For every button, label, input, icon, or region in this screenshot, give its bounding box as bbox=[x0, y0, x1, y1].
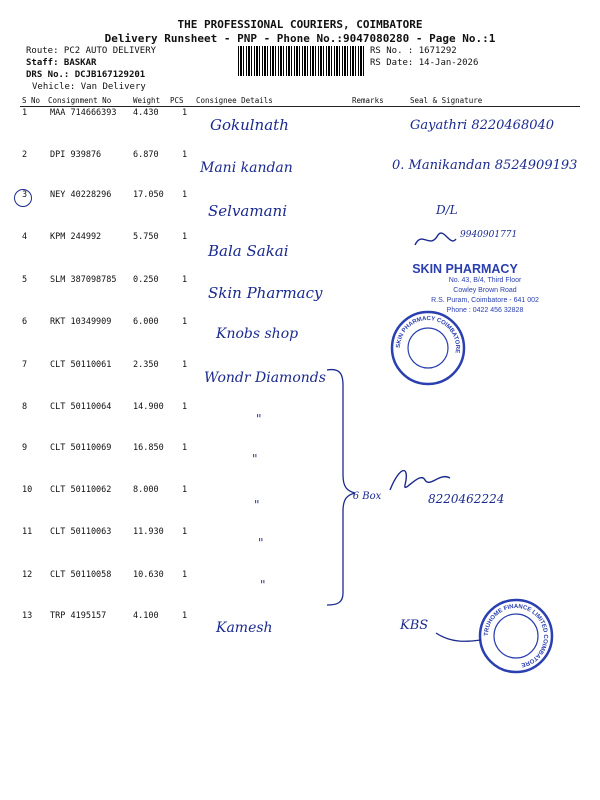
row-consignment-no: CLT 50110058 bbox=[50, 570, 112, 580]
row-weight: 0.250 bbox=[133, 275, 159, 285]
col-consignee: Consignee Details bbox=[196, 96, 273, 105]
row-signature: D/L bbox=[436, 203, 458, 217]
col-pcs: PCS bbox=[170, 96, 184, 105]
row-sno: 4 bbox=[22, 232, 28, 242]
col-weight: Weight bbox=[133, 96, 161, 105]
row-consignment-no: TRP 4195157 bbox=[50, 611, 107, 621]
row-weight: 5.750 bbox=[133, 232, 159, 242]
row-pcs: 1 bbox=[182, 611, 188, 621]
rs-date: RS Date: 14-Jan-2026 bbox=[370, 58, 479, 68]
row-signature: 9940901771 bbox=[460, 230, 518, 240]
document-subtitle: Delivery Runsheet - PNP - Phone No.:9047080280 - Page No.:1 bbox=[104, 32, 496, 45]
row-weight: 10.630 bbox=[133, 570, 164, 580]
barcode bbox=[238, 46, 364, 76]
row-consignee-handwritten: Selvamani bbox=[208, 202, 287, 220]
row-pcs: 1 bbox=[182, 108, 188, 118]
bracket-mark bbox=[325, 365, 365, 610]
row-weight: 11.930 bbox=[133, 527, 164, 537]
pharmacy-stamp-line2: Cowley Brown Road bbox=[453, 287, 517, 294]
truhome-round-stamp bbox=[476, 596, 556, 676]
row-sno: 12 bbox=[22, 570, 33, 580]
row-pcs: 1 bbox=[182, 275, 188, 285]
row-consignee-handwritten: Kamesh bbox=[216, 620, 273, 636]
row-weight: 16.850 bbox=[133, 443, 164, 453]
row-sno: 10 bbox=[22, 485, 33, 495]
row-pcs: 1 bbox=[182, 232, 188, 242]
row-weight: 2.350 bbox=[133, 360, 159, 370]
row-consignee-handwritten: Skin Pharmacy bbox=[208, 284, 323, 302]
pharmacy-stamp-line1: No. 43, B/4, Third Floor bbox=[448, 277, 522, 284]
drs-label: DRS No.: DCJB167129201 bbox=[26, 70, 146, 80]
row-consignment-no: MAA 714666393 bbox=[50, 108, 117, 118]
row-signature: 0. Manikandan 8524909193 bbox=[392, 158, 578, 173]
row-consignee-handwritten: Bala Sakai bbox=[208, 242, 289, 260]
skin-pharmacy-round-stamp bbox=[388, 308, 468, 388]
row-pcs: 1 bbox=[182, 527, 188, 537]
row-pcs: 1 bbox=[182, 402, 188, 412]
row-sno: 11 bbox=[22, 527, 33, 537]
signature-scribble-4 bbox=[410, 225, 460, 255]
row-consignment-no: CLT 50110069 bbox=[50, 443, 112, 453]
row-consignee-handwritten: Wondr Diamonds bbox=[204, 370, 326, 386]
row-consignment-no: DPI 939876 bbox=[50, 150, 102, 160]
row-consignee-handwritten: Mani kandan bbox=[200, 160, 293, 176]
row-consignee-handwritten: Gokulnath bbox=[210, 116, 289, 134]
header-rule bbox=[20, 106, 580, 107]
row-sno: 9 bbox=[22, 443, 28, 453]
pharmacy-stamp-name: SKIN PHARMACY bbox=[412, 262, 518, 276]
row-consignee-handwritten: Knobs shop bbox=[216, 326, 299, 342]
row-weight: 6.000 bbox=[133, 317, 159, 327]
row-weight: 4.430 bbox=[133, 108, 159, 118]
svg-text:SKIN PHARMACY COIMBATORE bbox=[396, 316, 460, 354]
row-consignee-handwritten: " bbox=[256, 412, 262, 426]
row-consignment-no: CLT 50110064 bbox=[50, 402, 112, 412]
row-signature: 8220462224 bbox=[428, 492, 505, 506]
row-consignment-no: RKT 10349909 bbox=[50, 317, 112, 327]
pharmacy-stamp-line3: R.S. Puram, Coimbatore - 641 002 bbox=[431, 297, 539, 304]
row-consignee-handwritten: " bbox=[252, 452, 258, 466]
rs-number: RS No. : 1671292 bbox=[370, 46, 457, 56]
col-remarks: Remarks bbox=[352, 96, 384, 105]
row-signature: Gayathri 8220468040 bbox=[410, 118, 555, 133]
row-consignment-no: CLT 50110062 bbox=[50, 485, 112, 495]
row-weight: 14.900 bbox=[133, 402, 164, 412]
row-sno: 6 bbox=[22, 317, 28, 327]
document-title: THE PROFESSIONAL COURIERS, COIMBATORE bbox=[177, 18, 423, 31]
row-weight: 8.000 bbox=[133, 485, 159, 495]
row-weight: 6.870 bbox=[133, 150, 159, 160]
row-pcs: 1 bbox=[182, 485, 188, 495]
col-seal-signature: Seal & Signature bbox=[410, 96, 483, 105]
row-consignment-no: SLM 387098785 bbox=[50, 275, 117, 285]
row-pcs: 1 bbox=[182, 190, 188, 200]
col-sno: S No bbox=[22, 96, 41, 105]
row-consignment-no: KPM 244992 bbox=[50, 232, 102, 242]
row-consignee-handwritten: " bbox=[260, 578, 266, 592]
row-pcs: 1 bbox=[182, 150, 188, 160]
signature-scribble-13 bbox=[396, 618, 486, 648]
row-sno: 1 bbox=[22, 108, 28, 118]
row-weight: 17.050 bbox=[133, 190, 164, 200]
row-pcs: 1 bbox=[182, 443, 188, 453]
col-consignment: Consignment No bbox=[48, 96, 112, 105]
vehicle-label: Vehicle: Van Delivery bbox=[32, 82, 146, 92]
round-stamp-2-text: TRUHOME FINANCE LIMITED COIMBATORE bbox=[483, 603, 549, 668]
row-consignee-handwritten: " bbox=[258, 536, 264, 550]
row-consignee-handwritten: " bbox=[254, 498, 260, 512]
row-sno: 8 bbox=[22, 402, 28, 412]
row-3-circle-mark bbox=[14, 189, 32, 207]
pharmacy-stamp-line4: Phone : 0422 456 32828 bbox=[446, 307, 524, 314]
row-sno: 7 bbox=[22, 360, 28, 370]
row-pcs: 1 bbox=[182, 360, 188, 370]
row-consignment-no: CLT 50110063 bbox=[50, 527, 112, 537]
row-pcs: 1 bbox=[182, 317, 188, 327]
row-pcs: 1 bbox=[182, 570, 188, 580]
row-sno: 3 bbox=[22, 190, 28, 200]
row-consignment-no: NEY 40228296 bbox=[50, 190, 112, 200]
signature-scribble-10 bbox=[385, 460, 455, 500]
row-weight: 4.100 bbox=[133, 611, 159, 621]
route-label: Route: PC2 AUTO DELIVERY bbox=[26, 46, 157, 56]
row-sno: 13 bbox=[22, 611, 33, 621]
row-consignment-no: CLT 50110061 bbox=[50, 360, 112, 370]
staff-label: Staff: BASKAR bbox=[26, 58, 97, 68]
row-sno: 5 bbox=[22, 275, 28, 285]
box-count-note: 6 Box bbox=[352, 491, 382, 502]
round-stamp-1-text: SKIN PHARMACY COIMBATORE bbox=[395, 315, 461, 354]
row-sno: 2 bbox=[22, 150, 28, 160]
row-signature: KBS bbox=[400, 618, 429, 633]
